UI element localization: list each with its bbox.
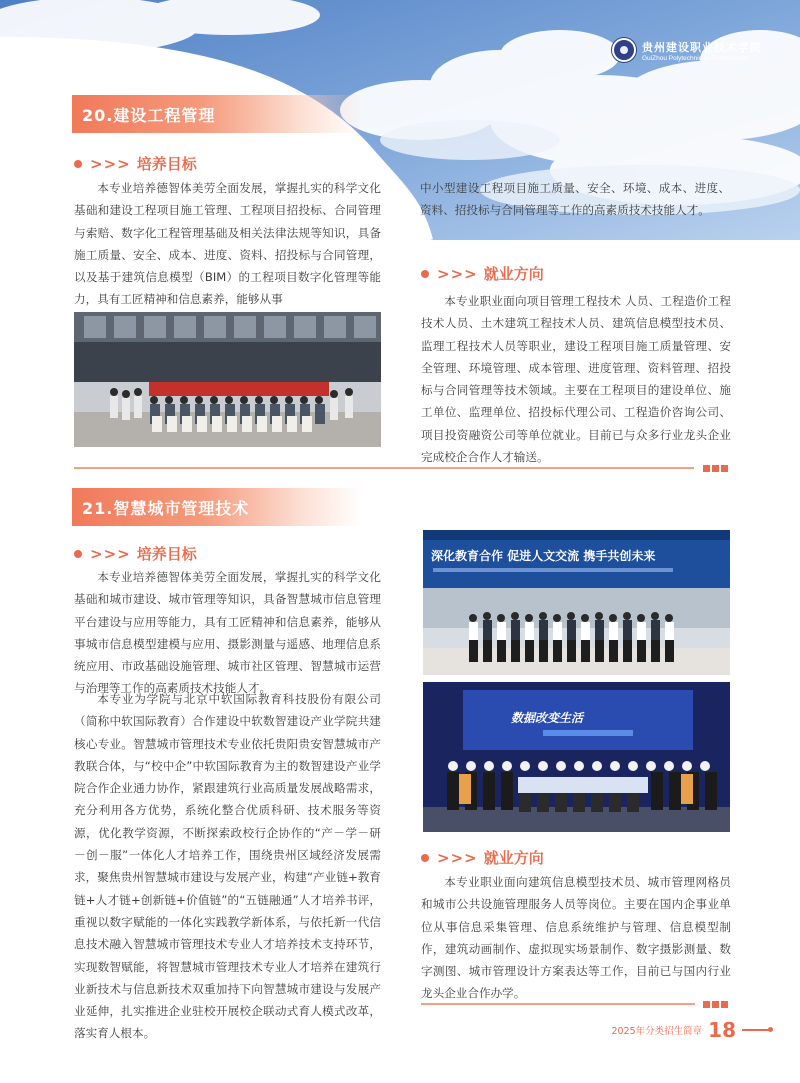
divider-blocks-icon — [703, 1001, 728, 1008]
section-20-goal-heading — [74, 153, 197, 174]
section-21-title: 21.智慧城市管理技术 — [72, 488, 362, 526]
school-seal-icon — [612, 38, 636, 62]
page-footer — [611, 1018, 770, 1042]
section-21-photo-bottom — [423, 682, 730, 832]
goal-heading-label: 培养目标 — [136, 155, 197, 173]
section-21-career-heading — [421, 847, 544, 868]
school-logo — [612, 38, 762, 62]
footer-line-icon — [742, 1029, 770, 1031]
footer-label: 2025年分类招生简章 — [611, 1026, 703, 1037]
section-21-photo-top — [423, 530, 730, 675]
section-21-goal-text-2: 本专业为学院与北京中软国际教育科技股份有限公司（简称中软国际教育）合作建设中软数智建设产业学院共建核心专业。智慧城市管理技术专业依托贵阳贵安智慧城市产教联合体，与“校中企”中软国际教育为主的数智建设产业学院合作企业通力协作，紧跟建筑行业高质量发展战略需求，充分利用各方优势，系统化整合优质科研、技术服务等资源，优化教学资源，不断探索政校行企协作的“产－学－研－创－服”一体化人才培养工作，围绕贵州区域经济发展需求，聚焦贵州智慧城市建设与发展产业，构建“产业链+教育链+人才链+创新链+价值链”的“五链融通”人才培养书评，重视以数字赋能的一体化实践教学新体系，与依托新一代信息技术融入智慧城市管理技术专业人才培养技术支持环节，实现数智赋能，将智慧城市管理技术专业人才培养在建筑行业新技术与信息新技术双重加持下向智慧城市建设与发展产业延伸，扎实推进企业驻校开展校企联动式育人模式改革，落实育人根本。 — [74, 692, 381, 1041]
triple-chevron-icon: >>> — [90, 544, 131, 563]
section-20-career-heading — [421, 263, 544, 284]
section-20-title: 20.建设工程管理 — [72, 95, 362, 133]
school-name-cn: 贵州建设职业技术学院 — [642, 40, 762, 54]
screen-text: 数据改变生活 — [511, 711, 584, 725]
section-20-goal-text-right: 中小型建设工程项目施工质量、安全、环境、成本、进度、资料、招投标与合同管理等工作的高素质技术技能人才。 — [420, 181, 730, 218]
career-heading-label: 就业方向 — [483, 265, 544, 283]
triple-chevron-icon: >>> — [437, 264, 478, 283]
career-heading-label: 就业方向 — [483, 849, 544, 867]
section-20-group-photo — [74, 312, 381, 447]
section-21-goal-text-1: 本专业培养德智体美劳全面发展，掌握扎实的科学文化基础和城市建设、城市管理等知识，具备智慧城市信息管理平台建设与应用等能力，具有工匠精神和信息素养，能够从事城市信息模型建模与应用、摄影测量与遥感、地理信息系统应用、市政基础设施管理、城市社区管理、智慧城市运营与治理等工作的高素质技术技能人才。 — [74, 570, 381, 696]
triple-chevron-icon: >>> — [90, 154, 131, 173]
section-20-career-text: 本专业职业面向项目管理工程技术 人员、工程造价工程技术人员、土木建筑工程技术人员、建筑信息模型技术员、监理工程技术人员等职业，建设工程项目施工质量管理、安全管理、环境管理、成本管理、进度管理、资料管理、招投标与合同管理等技术领域。主要在工程项目的建设单位、施工单位、监理单位、招投标代理公司、工程造价咨询公司、项目投资融资公司等单位就业。目前已与众多行业龙头企业完成校企合作人才输送。 — [421, 294, 731, 465]
section-divider — [74, 467, 694, 469]
section-21-career-text: 本专业职业面向建筑信息模型技术员、城市管理网格员和城市公共设施管理服务人员等岗位。主要在国内企事业单位从事信息采集管理、信息系统维护与管理、信息模型制作，建筑动画制作、虚拟现实场景制作、数字摄影测量、数字测图、城市管理设计方案表达等工作，目前已与国内行业龙头企业合作办学。 — [421, 875, 731, 1001]
banner-text: 深化教育合作 促进人文交流 携手共创未来 — [431, 549, 656, 563]
goal-heading-label: 培养目标 — [136, 545, 197, 563]
bullet-dot-icon — [74, 160, 82, 168]
section-20-goal-text-left: 本专业培养德智体美劳全面发展，掌握扎实的科学文化基础和建设工程项目施工管理、工程项目招投标、合同管理与索赔、数字化工程管理基础及相关法律法规等知识，具备施工质量、安全、成本、进度、资料、招投标与合同管理，以及基于建筑信息模型（BIM）的工程项目数字化管理等能力，具有工匠精神和信息素养，能够从事 — [74, 181, 381, 307]
triple-chevron-icon: >>> — [437, 848, 478, 867]
page-number: 18 — [708, 1018, 736, 1042]
divider-blocks-icon — [703, 465, 728, 472]
bullet-dot-icon — [421, 854, 429, 862]
school-name-en: GuiZhou Polytechnic of Construction — [642, 54, 748, 62]
section-divider-bottom — [421, 1003, 695, 1005]
section-21-goal-heading — [74, 543, 197, 564]
bullet-dot-icon — [421, 270, 429, 278]
bullet-dot-icon — [74, 550, 82, 558]
